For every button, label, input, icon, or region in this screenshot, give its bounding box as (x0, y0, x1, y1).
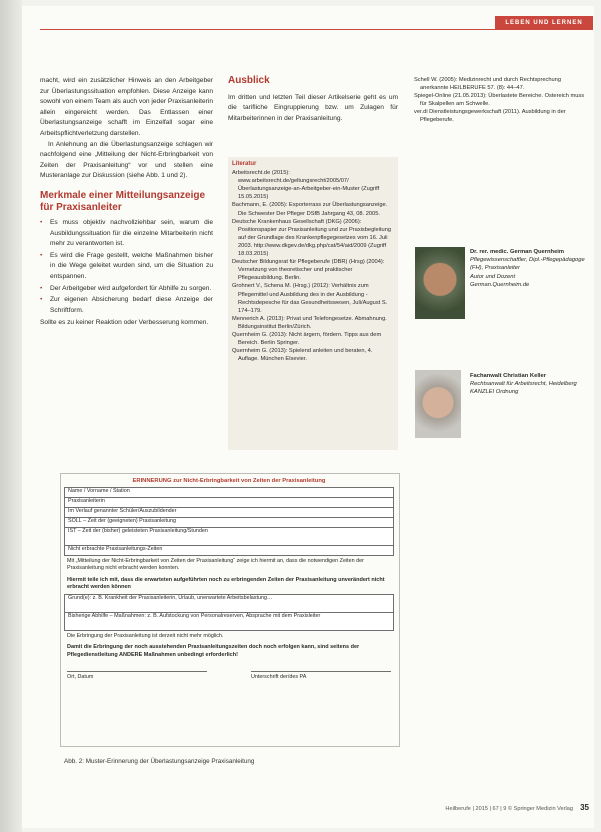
list-item: • Es muss objektiv nachvollziehbar sein, warum die Ausbildungssituation für die einzelne Mitarbeiterin nicht mehr zu verantworten ist. (40, 218, 213, 250)
reference-item: Bachmann, E. (2005): Exporterrass zur Überlastungsanzeige. Die Schwester Der Pfleger DSfB Jahrgang 43, 08. 2005. (232, 202, 388, 217)
signature-place-date: Ort, Datum (67, 671, 207, 680)
form-note: Mit „Mitteilung der Nicht-Erbringbarkeit von Zeiten der Praxisanleitung“ zeige ich hiermit an, dass die notwendigen Zeiten der Praxisanleitung nicht erbracht werden konnten. (67, 558, 364, 572)
section-heading: Merkmale einer Mitteilungsanzeige für Praxisanleiter (40, 189, 206, 213)
form-note: Die Erbringung der Praxisanleitung ist derzeit nicht mehr möglich. (67, 633, 224, 639)
signature-name: Unterschrift der/des PA (251, 671, 391, 680)
author-role: Pflegewissenschaftler, Dipl.-Pflegepädagoge (FH), Praxisanleiter (470, 257, 585, 272)
figure-caption: Abb. 2: Muster-Erinnerung der Überlastungsanzeige Praxisanleitung (64, 758, 255, 765)
reference-item: Deutscher Bildungsrat für Pflegeberufe (DBR) (Hrsg) (2004): Vernetzung von theoretischer und praktischer Pflegeausbildung. Berlin. (232, 259, 385, 282)
form-row: SOLL – Zeit der (geeigneten) Praxisanleitung (64, 517, 394, 527)
form-row: Name / Vorname / Station (64, 487, 394, 497)
reference-item: Schell W. (2005): Medizinrecht und durch Rechtsprechung anerkannte HEILBERUFE 57. (8): 44–47. (414, 77, 562, 92)
form-notice: Hiermit teile ich mit, dass die erwarteten aufgeführten noch zu erbringenden Zeiten der Praxisanleitung unverändert nicht erbracht werden können (67, 576, 385, 591)
author-role: Rechtsanwalt für Arbeitsrecht, Heidelberg (470, 381, 577, 388)
paragraph: macht, wird ein zusätzlicher Hinweis an den Arbeitgeber zur Überlastungssituation empfohlen. Diese Anzeige kann sowohl von einem Team als auch von jeder Praxisanleiterin allein eingereicht werden. Das Entlassen einer Überlastungsanzeige schafft im Einzelfall sogar eine Arbeitspflichtverletzung darstellen. (40, 77, 213, 137)
paragraph: In Anlehnung an die Überlastungsanzeige schlagen wir nachfolgend eine „Mitteilung der Nicht-Erbringbarkeit von Zeiten der Praxisanleitung“ vor und stellen eine Musteranlage zur Diskussion (siehe Abb. 1 und 2). (40, 140, 213, 180)
reference-item: Mennerich A. (2013): Privat und Telefongesetze. Abmahnung. Bildungsinstitut Berlin/Zürich. (232, 315, 387, 330)
section-heading: Ausblick (228, 75, 270, 86)
signature-row (64, 671, 394, 680)
binding-shadow (0, 0, 22, 832)
literature-title: Literatur (232, 161, 257, 167)
column-left (40, 76, 213, 329)
form-notice: Damit die Erbringung der noch ausstehenden Praxisanleitungszeiten doch noch erfolgen kann, sind seitens der Pflegedienstleitung ANDERE Maßnahmen unbedingt erforderlich! (67, 644, 360, 658)
literature-box (228, 157, 398, 450)
reference-item: Quernheim G. (2013): Spielend anleiten und beraten, 4. Auflage. München Elsevier. (232, 348, 373, 363)
header-rule (40, 29, 593, 30)
page-footer: Heilberufe | 2015 | 67 | 9 © Springer Medizin Verlag (445, 806, 573, 812)
reference-item: Grohnert V., Schena M. (Hrsg.) (2012): Verhältnis zum Pflegemittel und Ausbildung des in der Ausbildung - Rechtsdepesche für das Gesundheitswesen, Juli/August S. 174–179. (232, 283, 388, 314)
reminder-form (64, 475, 394, 680)
reference-item: ver.di Dienstleistungsgewerkschaft (2011). Ausbildung in der Pflegeberufe. (414, 109, 566, 124)
author-role: KANZLEI Ordnung (470, 389, 519, 396)
list-item: • Zur eigenen Absicherung bedarf diese Anzeige der Schriftform. (40, 295, 213, 316)
form-row: Bisherige Abhilfe – Maßnahmen: z. B. Aufstockung von Personalreserven, Absprache mit dem Praxisleiter (64, 612, 394, 631)
author-photo (415, 370, 461, 438)
form-row: Praxisanleiterin (64, 497, 394, 507)
author-photo (415, 247, 465, 319)
form-row: Grund(e): z. B. Krankheit der Praxisanleiterin, Urlaub, unerwartete Arbeitsbelastung… (64, 594, 394, 612)
reference-item: Spiegel-Online (21.05.2013): Überlastete Bereiche. Ostereich muss für Skalpellen am Schwelle. (414, 93, 585, 108)
paragraph: Im dritten und letzten Teil dieser Artikelserie geht es um die tarifliche Eingruppierung bzw. um Zulagen für Mitarbeiterinnen in der Praxisanleitung. (228, 93, 398, 122)
reference-item: Arbeitsrecht.de (2015): www.arbeitsrecht.de/geltungsrecht/2005/07/ Überlastungsanzeige-an-Arbeitgeber-ein-Muster (Zugriff 15.05.2015) (232, 170, 380, 201)
list-item: • Der Arbeitgeber wird aufgefordert für Abhilfe zu sorgen. (40, 284, 213, 295)
section-label: LEBEN UND LERNEN (495, 16, 593, 30)
form-row: Nicht erbrachte Praxisanleitungs-Zeiten (64, 545, 394, 556)
author-name: Dr. rer. medic. German Quernheim (470, 249, 565, 255)
author-contact: German.Quernheim.de (470, 281, 530, 288)
author-name: Fachanwalt Christian Keller (470, 373, 547, 379)
author-bio (470, 248, 588, 289)
author-bio (470, 372, 588, 397)
list-item: • Es wird die Frage gestellt, welche Maßnahmen bisher in die Wege geleitet wurden sind, um die Situation zu entspannen. (40, 251, 213, 283)
bullet-list (40, 218, 213, 316)
reference-item: Quernheim G. (2013): Nicht ärgern, fördern. Tipps aus dem Bereich. Berlin Springer. (232, 331, 382, 347)
column-middle (228, 76, 398, 124)
form-row: IST – Zeit der (bisher) geleisteten Praxisanleitung/Stunden (64, 527, 394, 545)
form-row: Im Verlauf genannter Schüler/Auszubildender (64, 507, 394, 517)
reference-item: Deutsche Krankenhaus Gesellschaft (DKG) (2006): Positionspapier zur Praxisanleitung und zur Praxisbegleitung auf der Grundlage des Krankenpflegegesetzes vom 16. Juli 2003. http://www.dkgev.de/dkg.php/cat/54/aid/2009 (Zugriff 18.03.2015) (232, 218, 392, 258)
form-title: ERINNERUNG zur Nicht-Erbringbarkeit von Zeiten der Praxisanleitung (132, 478, 326, 484)
author-role: Autor und Dozent (470, 273, 516, 280)
paragraph: Sollte es zu keiner Reaktion oder Verbesserung kommen. (40, 319, 209, 327)
page-number: 35 (580, 803, 589, 812)
column-right (412, 76, 590, 125)
